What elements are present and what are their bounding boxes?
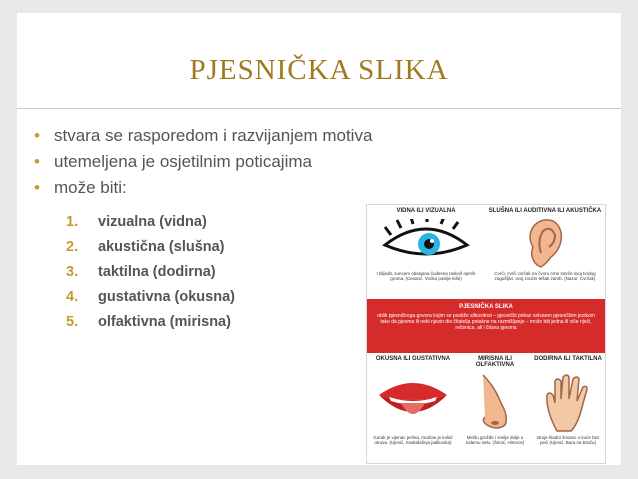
bullet-text: stvara se rasporedom i razvijanjem motiva [54,126,373,145]
cell-heading: SLUŠNA ILI AUDITIVNA ILI AKUSTIČKA [488,208,602,214]
eye-icon [381,219,471,265]
item-label: gustativna (okusna) [98,289,235,305]
ear-icon [525,217,565,269]
slide-title: PJESNIČKA SLIKA [189,54,449,86]
bullet-dot: • [34,126,40,145]
item-label: akustična (slušna) [98,239,225,255]
cell-visual [367,205,486,300]
item-number: 4. [66,289,79,305]
cell-caption: Mirišu grožđe i smilje dolje u nalemu selu. (Šimić, Himnos) [465,435,525,445]
bullet-dot: • [34,178,40,197]
cell-heading: VIDNA ILI VIZUALNA [396,208,456,214]
item-label: olfaktivna (mirisna) [98,314,231,330]
cell-caption: I blijedit, suncem obasjana čudesna raskoš njenih groma. (Cesarić, Voćka poslije kiše) [376,271,476,281]
item-label: vizualna (vidna) [98,214,207,230]
bullet-item [34,151,372,177]
numbered-item [66,312,235,337]
item-label: taktilna (dodirna) [98,264,216,280]
item-number: 5. [66,314,79,330]
cell-olfactory [459,353,532,463]
item-number: 3. [66,264,79,280]
cell-caption: strujе hladni šmanci u kuće bez peći (Ujević, Bura na Braču) [536,435,600,445]
cell-heading: OKUSNA ILI GUSTATIVNA [375,356,451,362]
numbered-item [66,287,235,312]
bullet-dot: • [34,152,40,171]
cell-heading: MIRISNA ILI OLFAKTIVNA [475,356,515,368]
band-text: oblik pjesničkoga govora kojim se postiže slikovitost – pjesnički prikaz ostvaren pjesničkim jezikom tako da pjesma ili neki njezin dio čitatelja potakne na razmišljanje – može biti jedna ili više riječi, rečenica, ali i čitava pjesma [377,313,595,331]
mouth-icon [375,375,451,427]
numbered-item [66,237,235,262]
title-divider [17,108,621,109]
numbered-list [66,212,235,337]
cell-gustatory [367,353,460,463]
item-number: 1. [66,214,79,230]
cell-caption: Gorak je vijenac pelina, mračan je kolač otrova. (Ujević, Svakidašnja jadikovka) [373,435,453,445]
band-heading: PJESNIČKA SLIKA [459,304,513,310]
numbered-item [66,262,235,287]
cell-auditory [485,205,605,300]
bullet-item [34,125,372,151]
cell-tactile [531,353,605,463]
bullet-text: utemeljena je osjetilnim poticajima [54,152,312,171]
cell-caption: Cvrči, cvrči cvrčak na čvoru crne smrče svoj tvrdog zagušljivi, svoj zvučni tešak zamb. (Nazor, Cvrčak) [494,271,596,281]
definition-band [367,299,605,353]
item-number: 2. [66,239,79,255]
bullet-item [34,177,372,203]
numbered-item [66,212,235,237]
hand-icon [543,371,593,433]
cell-heading: DODIRNA ILI TAKTILNA [534,356,602,362]
senses-infographic [366,204,606,464]
bullet-list [34,125,372,203]
nose-icon [475,373,515,433]
bullet-text: može biti: [54,178,127,197]
